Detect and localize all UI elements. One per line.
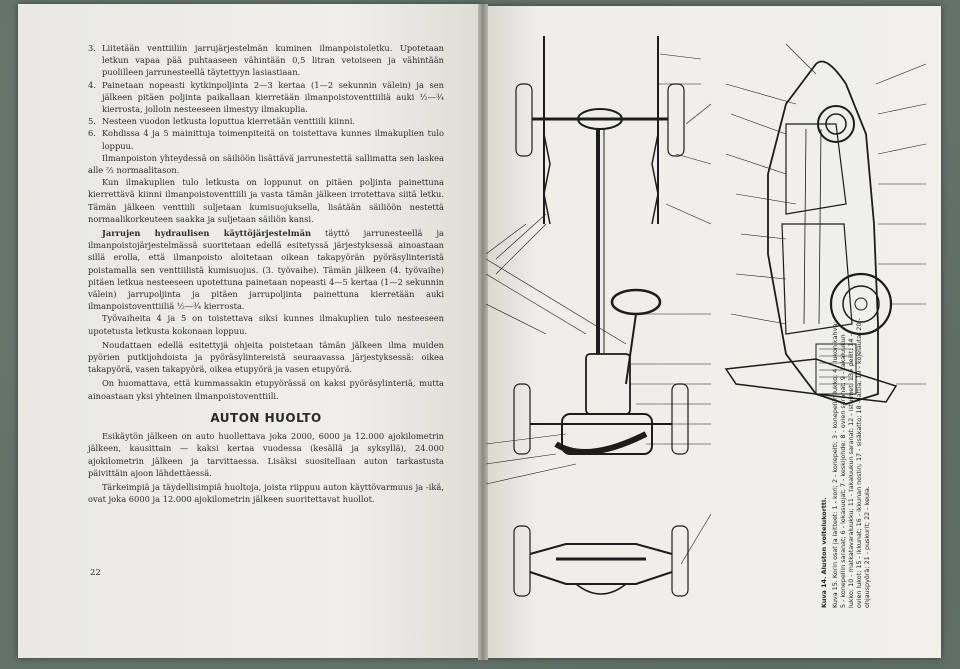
list-number: 5. bbox=[88, 116, 96, 127]
wheel-rear-right bbox=[668, 84, 684, 156]
paragraph bbox=[88, 227, 444, 312]
paragraph: Työvaiheita 4 ja 5 on toistettava siksi kunnes ilmakuplien tulo nesteeseen upotetusta letkusta kokonaan loppuu. bbox=[88, 313, 444, 336]
wheel-rear-left bbox=[516, 84, 532, 156]
list-item bbox=[88, 127, 444, 151]
list-number: 3. bbox=[88, 43, 96, 53]
list-text: Kohdissa 4 ja 5 mainittuja toimenpiteitä on toistettava kunnes ilmakuplien tulo loppuu. bbox=[102, 128, 444, 151]
list-item bbox=[88, 115, 444, 127]
paragraph-bold-lead: Jarrujen hydraulisen käyttöjärjestelmän bbox=[102, 228, 311, 239]
figure-caption-text: Kuva 15. Korin osat ja laitteet: 1 - kori; 2 - konepelti; 3 - konepellin lukko; 4 - lukon kahva; 5 - konepellin saranat; 6 - lokasuojat; 7 - keskijohde; 8 - ovien saranat; 9 - takaluukun lukko; 10 - matkatavaraluukku; 11 - takaluukun saranat; 12 - istuimet; 13 - peilit; 14 - ovien lukot; 15 - ikkunat; 16 - ikkunan nostin; 17 - sisäkatto; 18 - lattia; 19 - kojelauta; 20 - ohjauspyörä; 21 - puskurit; 22 - keula. bbox=[831, 318, 871, 608]
paragraph: Kun ilmakuplien tulo letkusta on loppunut on pitäen poljinta painettuna kierrettävä kiinni ilmanpoistoventtiili ja vasta tämän jälkeen irrotettava siitä letku. Tämän jälkeen venttiili suljetaan kumisuojuksella, lisätään säiliöön nestettä normaalikorkeuteen saakka ja suljetaan säiliön kansi. bbox=[88, 177, 444, 224]
figure-caption-title: Kuva 14. Aluston voitelukortti. bbox=[820, 497, 828, 608]
list-text: Nesteen vuodon letkusta loputtua kierretään venttiili kiinni. bbox=[102, 116, 356, 127]
paragraph: Noudattaen edellä esitettyjä ohjeita poistetaan tämän jälkeen ilma muiden pyörien putkijohdoista ja pyöräsylintereistä seuraavassa järjestyksessä: oikea takapyörä, vasen takapyörä, oikea etupyörä ja vasen etupyörä. bbox=[88, 339, 444, 375]
paragraph: Ilmanpoiston yhteydessä on säiliöön lisättävä jarrunestettä sallimatta sen laskea alle ⅔ normaalitason. bbox=[88, 152, 444, 176]
paragraph-text: täyttö jarrunesteellä ja ilmanpoistojärjestelmässä suoritetaan edellä esitetyssä järjestyksessä ainoastaan sillä erolla, että ilmanpoisto aloitetaan oikean takapyörän pyöräsylinteristä poistamalla sen venttiilistä kumisuojus. (3. työvaihe). Tämän jälkeen (4. työvaihe) pitäen letkua nesteeseen upotettuna painetaan nopeasti 4—5 kertaa (1—2 sekunnin välein) jarrupoljinta ja pitäen jarrupoljinta painettuna kierretään auki ilmanpoistoventtiiliä ½—¾ kierrosta. bbox=[88, 228, 444, 312]
paragraph: Tärkeimpiä ja täydellisimpiä huoltoja, joista riippuu auton käyttövarmuus ja -ikä, ovat joka 6000 ja 12.000 ajokilometrin jälkeen suoritettavat huollot. bbox=[88, 481, 444, 505]
page-number: 22 bbox=[90, 568, 101, 578]
list-number: 4. bbox=[88, 79, 96, 90]
wheel-front-left bbox=[514, 384, 530, 454]
list-item bbox=[88, 42, 444, 79]
list-text: Painetaan nopeasti kytkinpoljinta 2—3 kertaa (1—2 sekunnin välein) ja sen jälkeen pitäen poljinta paikallaan kierretään ilmanpoistoventtiiliä auki ½—¾ kierrosta, jolloin nesteeseen ilmestyy ilmakuplia. bbox=[102, 79, 444, 115]
paragraph: On huomattava, että kummassakin etupyörässä on kaksi pyöräsylinteriä, mutta ainoastaan yksi yhteinen ilmanpoistoventtiili. bbox=[88, 378, 444, 401]
list-text: Liitetään venttiiliin jarrujärjestelmän kuminen ilmanpoistoletku. Upotetaan letkun vapaa pää puhtaaseen vähintään 0,5 litran vetoiseen ja vähintään puolilleen jarrunesteellä täytettyyn lasiastiaan. bbox=[102, 43, 444, 78]
steering-wheel bbox=[612, 290, 660, 314]
list-item bbox=[88, 79, 444, 116]
wheel-front-right bbox=[672, 384, 688, 454]
section-heading: AUTON HUOLTO bbox=[210, 410, 322, 425]
list-number: 6. bbox=[88, 128, 96, 139]
paragraph: Esikäytön jälkeen on auto huollettava joka 2000, 6000 ja 12.000 ajokilometrin jälkeen, kausittain — kaksi kertaa vuodessa (kesällä ja syksyllä), 24.000 ajokilometrin jälkeen ja tarvittaessa. Lisäksi suositellaan auton tarkastusta päivittäin ajoon lähdettäessä. bbox=[88, 431, 444, 478]
figure-caption bbox=[820, 318, 871, 608]
engine-block bbox=[586, 354, 630, 414]
left-page-text bbox=[88, 42, 444, 505]
